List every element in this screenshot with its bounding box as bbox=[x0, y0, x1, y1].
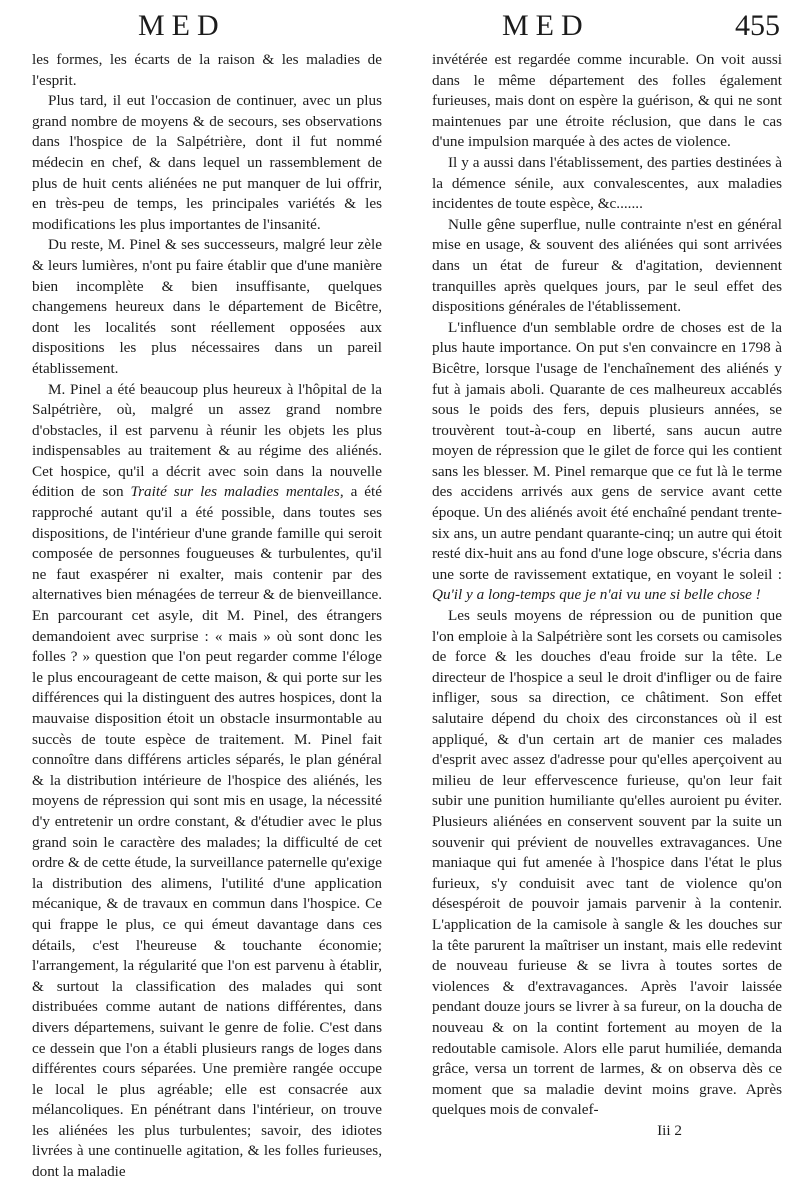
quotation: Qu'il y a long-temps que je n'ai vu une si belle chose ! bbox=[432, 586, 761, 604]
paragraph: invétérée est regardée comme incurable. On voit aussi dans le même département des folles également furieuses, mais dont on espère la guérison, & qui ne sont maintenues par une étroite réclusion, que dans le cas d'une impulsion marquée à des actes de violence. bbox=[432, 51, 782, 151]
header-left-word: MED bbox=[138, 9, 226, 42]
paragraph: Nulle gêne superflue, nulle contrainte n'est en général mise en usage, & souvent des aliénées qui sont arrivées dans un état de fureur & d'agitation, deviennent tranquilles après quelques jours, par le seul effet des dispositions générales de l'établissement. bbox=[432, 215, 782, 316]
right-column bbox=[432, 50, 782, 1141]
header-right-word: MED bbox=[502, 9, 590, 42]
paragraph bbox=[432, 318, 782, 606]
paragraph bbox=[32, 380, 382, 1183]
paragraph: Les seuls moyens de répression ou de punition que l'on emploie à la Salpétrière sont les corsets ou camisoles de force & les douches d'eau froide sur la tête. Le directeur de l'hospice a seul le droit d'infliger ou de faire infliger, sous sa direction, ce châtiment. Son effet salutaire dépend du choix des circonstances où il est appliqué, & d'un certain art de manier ces malades d'esprit avec assez d'adresse pour qu'elles aperçoivent au milieu de leur effervescence furieuse, qu'on leur fait subir une punition humiliante qu'elles auroient pu éviter. Plusieurs aliénées en conservent souvent par la suite un souvenir qui prévient de nouvelles extravagances. Une maniaque qui fut amenée à l'hospice dans l'état le plus furieux, s'y conduisit avec tant de violence qu'on désespéroit de pouvoir jamais parvenir à la contenir. L'application de la camisole à sangle & les douches sur la tête parurent la maîtriser un instant, mais elle redevint de nouveau furieuse & se livra à toutes sortes de violences & d'extravagances. Après l'avoir laissée pendant douze jours se livrer à sa fureur, on la doucha de nouveau & on la contint fortement au moyen de la redoutable camisole. Alors elle parut humiliée, demanda grâce, versa un torrent de larmes, & on observa dès ce moment que sa maladie devint moins grave. Après quelques mois de convalef- bbox=[432, 607, 782, 1119]
signature-mark: Iii 2 bbox=[657, 1121, 682, 1139]
text-run: M. Pinel a été beaucoup plus heureux à l'hôpital de la Salpétrière, où, malgré un assez grand nombre d'obstacles, il est parvenu à réunir les objets les plus indispensables au traitement & au régime des aliénés. Cet hospice, qu'il a décrit avec soin dans la nouvelle édition de son bbox=[32, 380, 382, 501]
left-column bbox=[32, 50, 382, 1183]
paragraph: Plus tard, il eut l'occasion de continuer, avec un plus grand nombre de moyens & de secours, ses observations dans l'hospice de la Salpétrière, dont il fut nommé médecin en chef, & dans lequel un rassemblement de plus de huit cents aliénées ne put manquer de lui offrir, en très-peu de temps, les principales variétés & les modifications les plus importantes de l'insanité. bbox=[32, 92, 382, 233]
page-number: 455 bbox=[735, 9, 780, 42]
text-run: L'influence d'un semblable ordre de choses est de la plus haute importance. On put s'en convaincre en 1798 à Bicêtre, lorsque l'usage de l'enchaînement des aliénés y fut à jamais aboli. Quarante de ces malheureux accablés sous le poids des fers, depuis plusieurs années, se trouvèrent tout-à-coup en liberté, sans aucun autre moyen de répression que le gilet de force qui les contient sans les blesser. M. Pinel remarque que ce fut là le terme des accidens arrivés aux gens de service avant cette époque. Un des aliénés avoit été enchaîné pendant trente-six ans, un autre pendant quarante-cinq; un autre qui étoit resté dix-huit ans au fond d'une loge obscure, s'écria dans une sorte de ravissement extatique, en voyant le soleil : bbox=[432, 318, 782, 583]
book-title: Traité sur les maladies mentales bbox=[130, 483, 340, 501]
paragraph: Du reste, M. Pinel & ses successeurs, malgré leur zèle & leurs lumières, n'ont pu faire établir que d'une manière bien incomplète & bien insuffisante, quelques changemens heureux dans le département de Bicêtre, dont les localités sont réellement opposées aux dispositions les plus nécessaires dans un pareil établissement. bbox=[32, 236, 382, 377]
text-run: , a été rapproché autant qu'il a été possible, dans toutes ses dispositions, de l'intérieur d'une grande famille qui seroit composée de personnes fougueuses & turbulentes, qu'il ne faut exaspérer ni exalter, mais contenir par des alternatives bien ménagées de terreur & de bienveillance. En parcourant cet asyle, dit M. Pinel, des étrangers demandoient avec surprise : « mais » où sont donc les folles ? » question que l'on peut regarder comme l'éloge le plus encourageant de cette maison, & qui porte sur les différences qui la distinguent des autres hospices, dont la mauvaise disposition étoit un obstacle insurmontable au succès de toute espèce de traitement. M. Pinel fait connoître dans différens articles séparés, le plan général & la distribution intérieure de l'hospice des aliénés, les moyens de répression qui sont mis en usage, la nécessité d'y entretenir un ordre constant, & d'étudier avec le plus grand soin le caractère des malades; la difficulté de cet ordre & de cette étude, la surveillance paternelle qu'exige la distribution des alimens, l'utilité d'une application mécanique, & de travaux en commun dans l'hospice. Ce qui frappe le plus, ce qui émeut davantage dans ces détails, c'est l'heureuse & touchante économie; l'arrangement, la régularité que l'on est parvenu à établir, & surtout la classification des malades qui sont distribuées comme autant de nations différentes, dans divers départemens, suivant le genre de folie. C'est dans ce dessein que l'on a établi plusieurs rangs de loges dans différentes cours séparées. Une première rangée occupe le local le plus agréable; elle est consacrée aux mélancoliques. En pénétrant dans l'intérieur, on trouve les aliénées les plus turbulentes; savoir, des idiotes livrées à une continuelle agitation, & les folles furieuses, dont la maladie bbox=[32, 483, 382, 1181]
paragraph: Il y a aussi dans l'établissement, des parties destinées à la démence sénile, aux convalescentes, aux maladies incidentes de toute espèce, &c....... bbox=[432, 153, 782, 213]
running-header bbox=[32, 6, 780, 46]
paragraph: les formes, les écarts de la raison & les maladies de l'esprit. bbox=[32, 51, 382, 89]
